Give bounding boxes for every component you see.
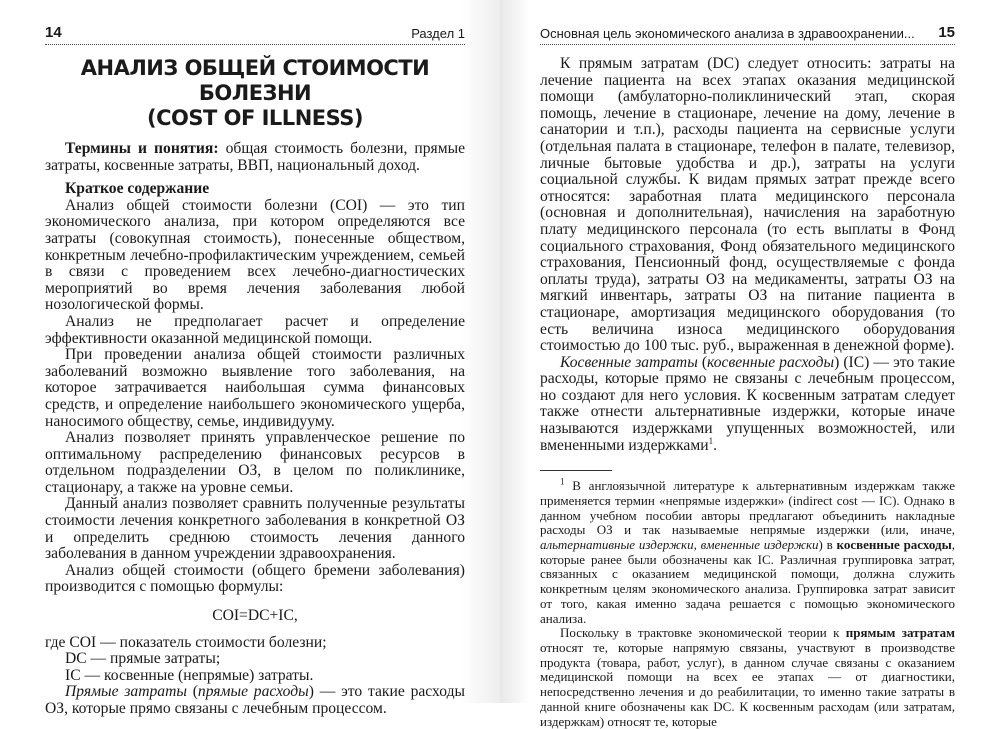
title-line: АНАЛИЗ ОБЩЕЙ СТОИМОСТИ БОЛЕЗНИ bbox=[80, 56, 430, 105]
right-page bbox=[500, 0, 1000, 729]
term-italic: Прямые затраты bbox=[65, 683, 187, 701]
chapter-title bbox=[45, 56, 465, 131]
text: ) — это такие расходы ОЗ, которые прямо связаны с лечебным процессом. bbox=[45, 683, 465, 717]
left-page bbox=[0, 0, 500, 717]
paragraph: Данный анализ позволяет сравнить полученные результаты стоимости лечения конкретного заболевания в конкретной ОЗ и определить среднюю стоимость лечения данного заболевания в данном учреждении здравоохранения. bbox=[45, 495, 465, 563]
footnote-paragraph bbox=[540, 626, 955, 729]
footnote-marker: 1 bbox=[560, 476, 565, 487]
section-heading: Краткое содержание bbox=[65, 180, 210, 198]
paragraph: Косвенные затраты (косвенные расходы) (IC) — это такие расходы, которые прямо не связаны с лечебным процессом, но создают для него условия. К косвенным затратам следует также отнести альтернативные издержки, которые иначе называются издержками упущенных возможностей, или вмененными издержками$^1$. bbox=[540, 353, 956, 454]
footnote-paragraph bbox=[540, 476, 956, 626]
section-label: Раздел 1 bbox=[411, 26, 465, 41]
paragraph: При проведении анализа общей стоимости различных заболеваний возможно выявление того заболевания, на которое затрачивается наибольшая сумма финансовых средств, и определение наибольшего экономического ущерба, наносимого обществу, семье, индивидууму. bbox=[45, 346, 465, 430]
text: ) в bbox=[818, 537, 837, 553]
footnote bbox=[540, 476, 956, 729]
terms-label: Термины и понятия: bbox=[65, 140, 219, 157]
term-bold: косвенные расходы bbox=[836, 537, 952, 553]
term-bold: прямым затратам bbox=[845, 625, 955, 641]
page-number: 15 bbox=[938, 24, 955, 41]
text: В англоязычной литературе к альтернативным издержкам также применяется термин «непрямые издержки» (indirect cost — IC). Однако в данном учебном пособии авторы предлагают объединить накладные расходы ОЗ и так называемые непрямые издержки (или, иначе, bbox=[540, 478, 955, 538]
title-line: (COST OF ILLNESS) bbox=[146, 106, 364, 130]
formula: COI=DC+IC, bbox=[212, 607, 298, 625]
right-text-column bbox=[540, 56, 955, 729]
left-text-column bbox=[45, 56, 465, 718]
term-italic: косвенные расходы bbox=[707, 353, 835, 371]
formula-legend: IC — косвенные (непрямые) затраты. bbox=[65, 666, 314, 684]
paragraph: Анализ общей стоимости (общего бремени заболевания) производится с помощью формулы: bbox=[45, 561, 465, 596]
running-header bbox=[540, 24, 955, 45]
text: ) (IC) — это такие расходы, которые прямо не связаны с лечебным процессом, но создают для него условия. К косвенным затратам следует также отнести альтернативные издержки, которые иначе называются издержками упущенных возможностей, или вмененными издержками bbox=[540, 353, 956, 454]
term-italic: Косвенные затраты bbox=[560, 353, 698, 371]
text: Поскольку в трактовке экономической теории к bbox=[560, 625, 846, 641]
text: ( bbox=[697, 353, 708, 371]
footnote-reference[interactable]: 1 bbox=[708, 435, 714, 446]
section-label: Основная цель экономического анализа в здравоохранении... bbox=[540, 26, 915, 41]
running-header bbox=[45, 24, 465, 45]
text: , которые ранее были обозначены как IC. Различная группировка затрат, связанных с оказанием медицинской помощи, должна служить конкретным целям экономического анализа. Группировка затрат зависит от того, какая именно задача решается с помощью экономического анализа. bbox=[540, 537, 956, 626]
terms-text: общая стоимость болезни, прямые затраты, косвенные затраты, ВВП, национальный доход. bbox=[45, 140, 465, 174]
term-italic: прямые расходы bbox=[197, 683, 309, 701]
terms-paragraph bbox=[45, 141, 465, 174]
formula-legend: DC — прямые затраты; bbox=[65, 650, 221, 668]
page-number: 14 bbox=[45, 24, 62, 41]
paragraph bbox=[45, 684, 465, 717]
text: ( bbox=[186, 683, 198, 701]
term-italic: альтернативные издержки bbox=[540, 537, 694, 553]
paragraph: К прямым затратам (DC) следует относить: затраты на лечение пациента на всех этапах оказания медицинской помощи (амбулаторно-поликлинический этап, скорая помощь, лечение в стационаре, лечение на дому, лечение в санатории и т.п.), расходы пациента на сервисные услуги (отдельная палата в стационаре, телефон в палате, телевизор, личные бытовые удобства и др.), затраты на услуги социальной службы. К видам прямых затрат прежде всего относятся: заработная плата медицинского персонала (основная и дополнительная), начисления на заработную плату медицинского персонала (то есть выплаты в Фонд социального страхования, Фонд обязательного медицинского страхования, Пенсионный фонд, осуществляемые с фонда оплаты труда), затраты ОЗ на медикаменты, затраты ОЗ на мягкий инвентарь, затраты ОЗ на питание пациента в стационаре, амортизация медицинского оборудования (то есть величина износа медицинского оборудования стоимостью до 100 тыс. руб., выраженная в денежной форме). bbox=[540, 55, 955, 355]
paragraph: Анализ не предполагает расчет и определение эффективности оказанной медицинской помощи. bbox=[45, 312, 465, 347]
formula-legend: где COI — показатель стоимости болезни; bbox=[45, 633, 327, 651]
paragraph: Анализ общей стоимости болезни (COI) — это тип экономического анализа, при котором определяются все затраты (совокупная стоимость), понесенные обществом, конкретным лечебно-профилактическим учреждением, семьей в связи с проведением всех лечебно-диагностических мероприятий во время лечения заболевания любой нозологической формы. bbox=[45, 196, 465, 314]
text: , bbox=[693, 537, 701, 553]
text: относят те, которые напрямую связаны, участвуют в производстве продукта (товара, работ, услуг), в данном случае связаны с оказанием медицинской помощи на всех ее этапах — от диагностики, непосредственно лечения и до реабилитации, то именно такие затраты в данной книге обозначены как DC. К косвенным расходам (или затратам, издержкам) относят те, которые bbox=[540, 639, 955, 729]
term-italic: вмененные издержки bbox=[700, 537, 819, 553]
paragraph: Анализ позволяет принять управленческое решение по оптимальному распределению финансовых ресурсов в отдельном подразделении ОЗ, в целом по поликлинике, стационару, а также на уровне семьи. bbox=[45, 429, 465, 496]
footnote-divider bbox=[540, 470, 612, 471]
